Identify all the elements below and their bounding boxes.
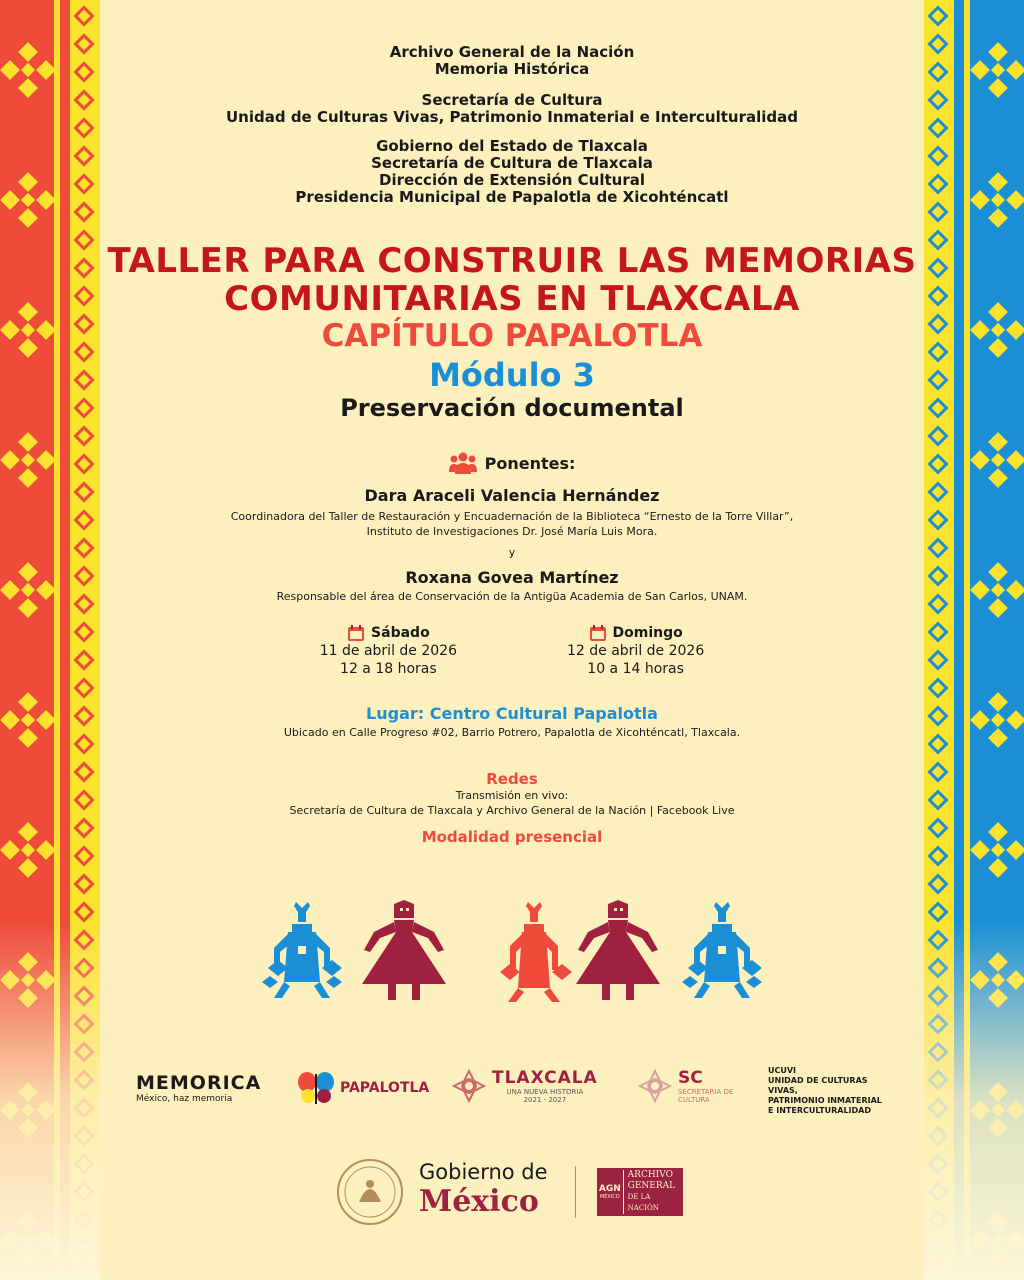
title-line-1: TALLER PARA CONSTRUIR LAS MEMORIAS [107, 241, 917, 281]
flower-motif [970, 432, 1024, 488]
flower-motif [970, 1082, 1024, 1138]
header-group-tlaxcala [100, 138, 924, 206]
flower-motif [0, 172, 56, 228]
flower-motif [970, 302, 1024, 358]
left-border-pattern [0, 0, 100, 1280]
flower-motif [970, 172, 1024, 228]
border-stripe [60, 0, 70, 1280]
sc-tagline: SECRETARÍA DE [678, 1088, 734, 1096]
flower-motif [970, 952, 1024, 1008]
poster-content [100, 0, 924, 846]
papalotla-logo [296, 1070, 429, 1106]
speakers-label: Ponentes: [484, 453, 576, 473]
mode-label: Modalidad presencial [421, 828, 603, 846]
left-decorative-border [0, 0, 100, 1280]
flower-motif [0, 432, 56, 488]
header-line: Archivo General de la Nación [389, 43, 635, 61]
tlaxcala-years: 2021 - 2027 [523, 1096, 567, 1104]
speaker-1-role-line: Instituto de Investigaciones Dr. José María Luis Mora. [366, 525, 658, 538]
header-line: Memoria Histórica [434, 60, 590, 78]
header-line: Secretaría de Cultura [421, 91, 603, 109]
day-1-date: 11 de abril de 2026 [319, 643, 457, 659]
flower-motif [0, 1212, 56, 1268]
header-line: Presidencia Municipal de Papalotla de Xicohténcatl [295, 188, 729, 206]
speaker-2-role: Responsable del área de Conservación de la Antigüa Academia de San Carlos, UNAM. [276, 590, 748, 603]
title-line-2: COMUNITARIAS EN TLAXCALA [224, 279, 800, 319]
networks-line-1: Transmisión en vivo: [455, 789, 569, 802]
speaker-1-role-line: Coordinadora del Taller de Restauración y Encuadernación de la Biblioteca “Ernesto de la Torre Villar”, [230, 510, 794, 523]
tlaxcala-tagline: UNA NUEVA HISTORIA [506, 1088, 584, 1096]
footer-divider [575, 1166, 576, 1218]
sc-wordmark: SC [678, 1068, 703, 1088]
agn-mark: AGN MÉXICO [598, 1184, 621, 1200]
schedule [100, 624, 924, 678]
day-2-hours: 10 a 14 horas [587, 661, 684, 677]
schedule-day-2 [567, 624, 704, 678]
figure-maroon-left [362, 900, 446, 1000]
figure-maroon-right [576, 900, 660, 1000]
memorica-wordmark: MEMORICA [136, 1072, 262, 1094]
gobierno-line-1: Gobierno de [419, 1160, 548, 1184]
day-2-date: 12 de abril de 2026 [567, 643, 705, 659]
agn-logo [597, 1168, 683, 1216]
textile-figures [258, 898, 818, 1008]
figure-blue-left [262, 902, 342, 998]
chapter-title: CAPÍTULO PAPALOTLA [321, 318, 703, 354]
place-label: Lugar: Centro Cultural Papalotla [366, 704, 658, 723]
flower-motif [0, 562, 56, 618]
schedule-day-1 [320, 624, 457, 678]
speaker-2-name: Roxana Govea Martínez [405, 568, 619, 587]
gobierno-mexico-logo [419, 1162, 548, 1217]
place-address: Ubicado en Calle Progreso #02, Barrio Potrero, Papalotla de Xicohténcatl, Tlaxcala. [283, 726, 741, 739]
speaker-connector: y [508, 546, 516, 559]
flower-motif [0, 822, 56, 878]
border-stripe [954, 0, 964, 1280]
tlaxcala-logo [452, 1068, 598, 1104]
ucuvi-line: PATRIMONIO INMATERIAL [768, 1096, 882, 1105]
right-decorative-border [924, 0, 1024, 1280]
national-seal-icon [335, 1158, 405, 1226]
subject-title: Preservación documental [340, 394, 684, 422]
tlaxcala-wordmark: TLAXCALA [492, 1068, 598, 1088]
ucuvi-line: UNIDAD DE CULTURAS VIVAS, [768, 1076, 868, 1095]
ucuvi-wordmark: UCUVI [768, 1066, 797, 1075]
module-title: Módulo 3 [429, 356, 595, 394]
speaker-1-role [100, 509, 924, 539]
networks-line-2: Secretaría de Cultura de Tlaxcala y Archivo General de la Nación | Facebook Live [289, 804, 735, 817]
right-border-pattern [924, 0, 1024, 1280]
papalotla-wordmark: PAPALOTLA [340, 1080, 430, 1096]
ucuvi-line: E INTERCULTURALIDAD [768, 1106, 871, 1115]
header-group-agn [100, 44, 924, 78]
speakers-heading [100, 452, 924, 474]
header-line: Gobierno del Estado de Tlaxcala [376, 137, 648, 155]
calendar-icon [347, 624, 365, 642]
flower-motif [970, 42, 1024, 98]
header-line: Secretaría de Cultura de Tlaxcala [371, 154, 653, 172]
partner-logos [128, 1062, 898, 1118]
gobierno-line-2: México [419, 1184, 539, 1219]
footer-logos [335, 1158, 695, 1228]
flower-motif [970, 822, 1024, 878]
sc-flower-icon [638, 1069, 672, 1103]
flower-motif [0, 302, 56, 358]
flower-motif [970, 562, 1024, 618]
header-group-sc [100, 92, 924, 126]
title-block [100, 242, 924, 422]
speaker-1-name: Dara Araceli Valencia Hernández [364, 486, 660, 505]
tlaxcala-flower-icon [452, 1069, 486, 1103]
memorica-logo [136, 1072, 261, 1104]
sc-tagline: CULTURA [678, 1096, 710, 1104]
networks-label: Redes [486, 770, 538, 788]
calendar-icon [589, 624, 607, 642]
agn-wordmark: ARCHIVO GENERAL DE LA NACIÓN [623, 1170, 683, 1214]
ucuvi-logo [768, 1066, 898, 1116]
flower-motif [0, 42, 56, 98]
sc-logo [638, 1068, 733, 1104]
butterfly-icon [296, 1070, 336, 1106]
flower-motif [0, 692, 56, 748]
figure-orange-center [500, 902, 572, 1002]
header-line: Dirección de Extensión Cultural [379, 171, 645, 189]
flower-motif [0, 952, 56, 1008]
figure-blue-right [682, 902, 762, 998]
day-1-label: Sábado [371, 625, 430, 641]
day-1-hours: 12 a 18 horas [340, 661, 437, 677]
people-icon [449, 452, 477, 474]
memorica-tagline: México, haz memoria [136, 1094, 233, 1104]
day-2-label: Domingo [612, 625, 683, 641]
flower-motif [970, 1212, 1024, 1268]
flower-motif [0, 1082, 56, 1138]
flower-motif [970, 692, 1024, 748]
header-line: Unidad de Culturas Vivas, Patrimonio Inmaterial e Interculturalidad [226, 108, 798, 126]
